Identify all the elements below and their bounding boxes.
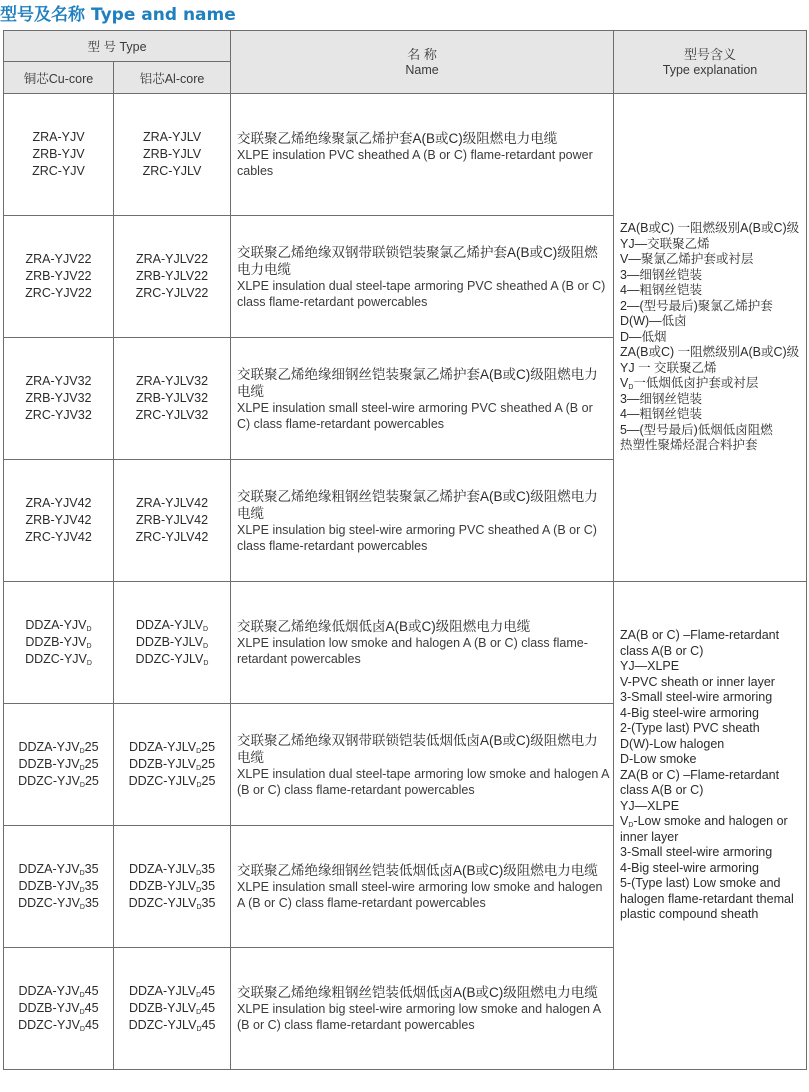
explanation-line: 2-(Type last) PVC sheath	[620, 721, 760, 735]
al-core-models	[114, 582, 231, 704]
cable-name	[231, 460, 614, 582]
explanation-line: 4-Big steel-wire armoring	[620, 705, 759, 720]
explanation-line: 5—(型号最后)低烟低卤阻燃	[620, 422, 773, 437]
model-code: DDZB-$YJV_D45$	[18, 1001, 99, 1016]
model-code: DDZB-$YJLV_D25$	[128, 757, 216, 772]
explanation-line: D(W)—低卤	[620, 314, 687, 329]
subscript-d: D	[86, 660, 92, 667]
subscript-d: D	[628, 384, 634, 392]
cable-name-cn: 交联聚乙烯绝缘双钢带联锁铠装聚氯乙烯护套A(B或C)级阻燃电力电缆	[237, 244, 598, 277]
cu-core-models	[4, 582, 114, 704]
al-core-models	[114, 948, 231, 1070]
model-code: DDZA-$YJLV_D25$	[128, 740, 216, 755]
type-explanation-cn	[614, 94, 807, 582]
model-code: ZRB-YJLV22	[136, 269, 209, 283]
explanation-list-cn	[620, 221, 802, 454]
cu-core-models	[4, 94, 114, 216]
subscript-d: D	[196, 765, 202, 772]
model-code: DDZC-$YJLV_D45$	[128, 1018, 216, 1033]
model-code: DDZC-$YJV_D25$	[18, 774, 99, 789]
cu-core-models	[4, 704, 114, 826]
cable-name	[231, 582, 614, 704]
model-code: ZRA-YJLV42	[136, 496, 209, 510]
explanation-line: ZA(B或C) 一阻燃级别A(B或C)级	[620, 345, 800, 360]
cable-name-cn: 交联聚乙烯绝缘粗钢丝铠装低烟低卤A(B或C)级阻燃电力电缆	[237, 985, 598, 1000]
subscript-d: D	[196, 1009, 202, 1016]
model-code: ZRC-YJLV32	[135, 408, 209, 422]
type-explanation-en	[614, 582, 807, 1070]
model-code: DDZC-$YJV_D$	[25, 652, 92, 667]
al-core-models	[114, 338, 231, 460]
model-code: DDZC-$YJV_D35$	[18, 896, 99, 911]
explanation-line: 热塑性聚烯烃混合料护套	[620, 438, 758, 453]
subscript-d: D	[79, 904, 85, 911]
model-code: ZRA-YJLV32	[136, 374, 209, 388]
model-code: DDZA-$YJLV_D$	[135, 618, 209, 633]
model-code: DDZA-$YJV_D25$	[18, 740, 99, 755]
model-code: ZRB-YJV	[32, 147, 85, 161]
cu-core-models	[4, 826, 114, 948]
explanation-line: YJ—交联聚乙烯	[620, 236, 710, 251]
model-code: ZRC-YJLV22	[135, 286, 209, 300]
cu-core-models	[4, 460, 114, 582]
explanation-line: YJ 一 交联聚乙烯	[620, 360, 717, 375]
cable-name-en: XLPE insulation small steel-wire armoring PVC sheathed A (B or C) class flame-retardant powercables	[237, 400, 593, 431]
cable-name-cn: 交联聚乙烯绝缘聚氯乙烯护套A(B或C)级阻燃电力电缆	[237, 131, 558, 146]
model-code: DDZA-$YJLV_D35$	[128, 862, 216, 877]
cable-name-en: XLPE insulation big steel-wire armoring low smoke and halogen A (B or C) class flame-retardant powercables	[237, 1002, 601, 1032]
al-core-models	[114, 94, 231, 216]
model-code: ZRC-YJV42	[25, 530, 92, 544]
explanation-line: 3-Small steel-wire armoring	[620, 690, 773, 704]
model-code: DDZC-$YJLV_D$	[135, 652, 209, 667]
model-code: DDZB-$YJV_D35$	[18, 879, 99, 894]
al-core-models	[114, 704, 231, 826]
model-code: DDZC-$YJLV_D25$	[128, 774, 216, 789]
cable-name-en: XLPE insulation dual steel-tape armoring low smoke and halogen A (B or C) class flame-retardant powercables	[237, 766, 609, 797]
model-code: DDZB-$YJLV_D45$	[128, 1001, 216, 1016]
cable-name-en: XLPE insulation PVC sheathed A (B or C) flame-retardant power cables	[237, 148, 593, 178]
subscript-d: D	[196, 904, 202, 911]
subscript-d: D	[196, 992, 202, 999]
explanation-line: ZA(B或C) 一阻燃级别A(B或C)级	[620, 221, 800, 236]
explanation-line: $V_D$一低烟低卤护套或衬层	[620, 376, 759, 392]
cable-name-cn: 交联聚乙烯绝缘细钢丝铠装聚氯乙烯护套A(B或C)级阻燃电力电缆	[237, 366, 598, 399]
subscript-d: D	[203, 626, 209, 633]
subscript-d: D	[79, 782, 85, 789]
explanation-line: V-PVC sheath or inner layer	[620, 674, 775, 689]
type-name-table	[3, 30, 807, 1070]
subscript-d: D	[79, 1026, 85, 1033]
al-core-models	[114, 460, 231, 582]
subscript-d: D	[86, 626, 92, 633]
subscript-d: D	[79, 992, 85, 999]
header-cu-core: 铜芯Cu-core	[4, 62, 114, 94]
model-code: DDZC-$YJV_D45$	[18, 1018, 99, 1033]
model-code: DDZA-$YJLV_D45$	[128, 984, 216, 999]
model-code: DDZB-$YJV_D25$	[18, 757, 99, 772]
explanation-line: D—低烟	[620, 329, 667, 344]
model-code: DDZB-$YJLV_D35$	[128, 879, 216, 894]
cu-core-models	[4, 216, 114, 338]
subscript-d: D	[203, 660, 209, 667]
explanation-line: V—聚氯乙烯护套或衬层	[620, 252, 754, 267]
explanation-line: YJ—XLPE	[620, 798, 680, 813]
cable-name-en: XLPE insulation big steel-wire armoring PVC sheathed A (B or C) class flame-retardant powercables	[237, 522, 597, 553]
subscript-d: D	[86, 643, 92, 650]
header-explanation: 型号含义 Type explanation	[614, 31, 807, 94]
model-code: ZRC-YJLV42	[135, 530, 209, 544]
model-code: ZRB-YJV32	[25, 391, 92, 405]
model-code: ZRC-YJV22	[25, 286, 92, 300]
subscript-d: D	[79, 1009, 85, 1016]
cable-name	[231, 216, 614, 338]
explanation-line: D-Low smoke	[620, 752, 697, 766]
cable-name-cn: 交联聚乙烯绝缘粗钢丝铠装聚氯乙烯护套A(B或C)级阻燃电力电缆	[237, 488, 598, 521]
page-title	[0, 2, 236, 28]
explanation-line: 4—粗钢丝铠装	[620, 283, 702, 298]
cable-name	[231, 94, 614, 216]
al-core-models	[114, 216, 231, 338]
al-core-models	[114, 826, 231, 948]
table-body	[4, 94, 807, 1070]
explanation-line: 3—细钢丝铠装	[620, 391, 702, 406]
table-row	[4, 94, 807, 216]
model-code: DDZC-$YJLV_D35$	[128, 896, 216, 911]
model-code: ZRB-YJV22	[25, 269, 92, 283]
header-name: 名 称 Name	[231, 31, 614, 94]
model-code: ZRB-YJLV	[142, 147, 202, 161]
cable-name	[231, 704, 614, 826]
model-code: ZRA-YJV42	[25, 496, 92, 510]
subscript-d: D	[628, 822, 634, 829]
cable-name-cn: 交联聚乙烯绝缘细钢丝铠装低烟低卤A(B或C)级阻燃电力电缆	[237, 863, 598, 878]
title-cn: 型号及名称	[0, 5, 85, 25]
title-en: Type and name	[91, 5, 236, 25]
subscript-d: D	[79, 887, 85, 894]
explanation-line: YJ—XLPE	[620, 659, 680, 673]
subscript-d: D	[196, 782, 202, 789]
model-code: DDZB-$YJV_D$	[25, 635, 92, 650]
cable-name	[231, 826, 614, 948]
cu-core-models	[4, 338, 114, 460]
model-code: ZRB-YJV42	[25, 513, 92, 527]
explanation-line: ZA(B or C) –Flame-retardant class A(B or C)	[620, 767, 780, 797]
explanation-line: $V_D$-Low smoke and halogen or inner layer	[620, 814, 788, 844]
explanation-line: 2—(型号最后)聚氯乙烯护套	[620, 298, 773, 313]
model-code: ZRA-YJV22	[25, 252, 92, 266]
model-code: DDZA-$YJV_D35$	[18, 862, 99, 877]
cu-core-models	[4, 948, 114, 1070]
header-al-core: 铝芯Al-core	[114, 62, 231, 94]
model-code: DDZB-$YJLV_D$	[135, 635, 209, 650]
model-code: ZRC-YJV	[32, 164, 85, 178]
explanation-line: ZA(B or C) –Flame-retardant class A(B or C)	[620, 628, 780, 658]
cable-name-en: XLPE insulation dual steel-tape armoring PVC sheathed A (B or C) class flame-retardant powercables	[237, 278, 606, 309]
subscript-d: D	[203, 643, 209, 650]
cable-name-en: XLPE insulation small steel-wire armoring low smoke and halogen A (B or C) class flame-retardant powercables	[237, 880, 603, 910]
subscript-d: D	[196, 748, 202, 755]
subscript-d: D	[79, 870, 85, 877]
model-code: ZRC-YJLV	[142, 164, 202, 178]
model-code: ZRB-YJLV32	[136, 391, 209, 405]
explanation-list-en	[620, 628, 802, 923]
cable-name-cn: 交联聚乙烯绝缘低烟低卤A(B或C)级阻燃电力电缆	[237, 619, 531, 634]
model-code: ZRC-YJV32	[25, 408, 92, 422]
model-code: ZRA-YJLV22	[136, 252, 209, 266]
subscript-d: D	[196, 870, 202, 877]
explanation-line: D(W)-Low halogen	[620, 736, 725, 751]
model-code: DDZA-$YJV_D45$	[18, 984, 99, 999]
explanation-line: 3-Small steel-wire armoring	[620, 845, 773, 859]
model-code: ZRA-YJV	[32, 130, 85, 144]
explanation-line: 4—粗钢丝铠装	[620, 407, 702, 422]
subscript-d: D	[79, 748, 85, 755]
cable-name	[231, 948, 614, 1070]
subscript-d: D	[79, 765, 85, 772]
cable-name	[231, 338, 614, 460]
explanation-line: 4-Big steel-wire armoring	[620, 860, 759, 875]
model-code: DDZA-$YJV_D$	[25, 618, 92, 633]
model-code: ZRB-YJLV42	[136, 513, 209, 527]
table-row	[4, 582, 807, 704]
header-model: 型 号 Type	[4, 31, 231, 62]
cable-name-en: XLPE insulation low smoke and halogen A (B or C) class flame-retardant powercables	[237, 636, 588, 666]
subscript-d: D	[196, 887, 202, 894]
cable-name-cn: 交联聚乙烯绝缘双钢带联锁铠装低烟低卤A(B或C)级阻燃电力电缆	[237, 732, 598, 765]
subscript-d: D	[196, 1026, 202, 1033]
model-code: ZRA-YJLV	[142, 130, 202, 144]
explanation-line: 5-(Type last) Low smoke and halogen flame-retardant themal plastic compound sheath	[620, 876, 794, 921]
explanation-line: 3—细钢丝铠装	[620, 267, 702, 282]
model-code: ZRA-YJV32	[25, 374, 92, 388]
